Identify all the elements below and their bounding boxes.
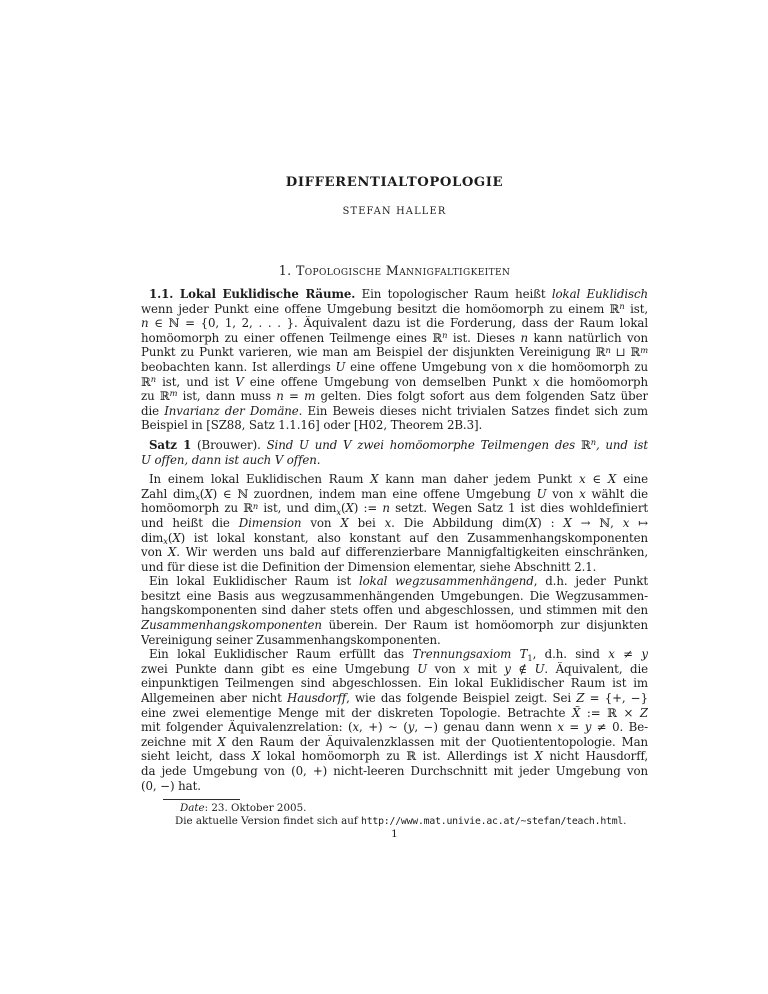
text-line: mit folgender Äquivalenzrelation: (x, +) ∼ (y, −) genau dann wenn x = y ≠ 0. Be- bbox=[141, 720, 648, 735]
text-line: besitzt eine Basis aus wegzusammenhängenden Umgebungen. Die Wegzusammen- bbox=[141, 588, 648, 603]
text-line: Punkt zu Punkt varieren, wie man am Beispiel der disjunkten Vereinigung ℝ$^n$ ⊔ ℝ$^m$ bbox=[141, 345, 648, 360]
text-line: homöomorph zu einer offenen Teilmenge eines ℝ$^n$ ist. Dieses n kann natürlich von bbox=[141, 330, 648, 345]
footnote-rule bbox=[163, 799, 240, 800]
text-line: ℝ$^n$ ist, und ist V eine offene Umgebung von demselben Punkt x die homöomorph bbox=[141, 374, 648, 389]
text-line: (0, −) hat. bbox=[141, 778, 201, 793]
text-line: zeichne mit X den Raum der Äquivalenzklassen mit der Quotiententopologie. Man bbox=[141, 734, 648, 749]
text-line: beobachten kann. Ist allerdings U eine offene Umgebung von x die homöomorph zu bbox=[141, 359, 648, 374]
theorem-block bbox=[141, 438, 648, 467]
text-line: und heißt die Dimension von X bei x. Die Abbildung dim(X) : X → ℕ, x ↦ bbox=[141, 515, 648, 530]
mono-url[interactable]: http://www.mat.univie.ac.at/~stefan/teach.html bbox=[361, 816, 624, 827]
footnote-date: Date: 23. Oktober 2005. bbox=[180, 802, 307, 814]
text-line: Vereinigung seiner Zusammenhangskomponenten. bbox=[141, 632, 441, 647]
body-text bbox=[141, 287, 648, 793]
text-line: da jede Umgebung von (0, +) nicht-leeren Durchschnitt mit jeder Umgebung von bbox=[141, 764, 648, 778]
text-line: wenn jeder Punkt eine offene Umgebung besitzt die homöomorph zu einem ℝ$^n$ ist, bbox=[141, 301, 648, 316]
paragraph bbox=[141, 287, 648, 433]
text-line: dim$_x$(X) ist lokal konstant, also konstant auf den Zusammenhangskomponenten bbox=[141, 530, 648, 546]
document-author: STEFAN HALLER bbox=[342, 206, 447, 217]
text-line: Allgemeinen aber nicht Hausdorff, wie das folgende Beispiel zeigt. Sei Z = {+, −} bbox=[141, 691, 648, 706]
text-line: homöomorph zu ℝ$^n$ ist, und dim$_x$(X) := n setzt. Wegen Satz 1 ist dies wohldefiniert bbox=[141, 501, 648, 516]
text-line: Satz 1 (Brouwer). Sind U und V zwei homöomorphe Teilmengen des ℝ$^n$, und ist bbox=[149, 437, 648, 452]
text-line: In einem lokal Euklidischen Raum X kann man daher jedem Punkt x ∈ X eine bbox=[149, 472, 648, 487]
text-line: Zusammenhangskomponenten überein. Der Raum ist homöomorph zur disjunkten bbox=[141, 618, 648, 633]
document-title: DIFFERENTIALTOPOLOGIE bbox=[285, 175, 504, 190]
text-line: Ein lokal Euklidischer Raum ist lokal wegzusammenhängend, d.h. jeder Punkt bbox=[149, 574, 648, 589]
page-number: 1 bbox=[391, 828, 398, 840]
text-line: eine zwei elementige Menge mit der diskreten Topologie. Betrachte X̃ := ℝ × Z bbox=[141, 705, 648, 720]
text-line: einpunktigen Teilmengen sind abgeschlossen. Ein lokal Euklidischer Raum ist im bbox=[141, 676, 648, 691]
text-line: die Invarianz der Domäne. Ein Beweis dieses nicht trivialen Satzes findet sich zum bbox=[141, 403, 648, 418]
text-line: zwei Punkte dann gibt es eine Umgebung U von x mit y ∉ U. Äquivalent, die bbox=[141, 661, 648, 676]
text-line: und für diese ist die Definition der Dimension elementar, siehe Abschnitt 2.1. bbox=[141, 559, 597, 574]
text-line: sieht leicht, dass X lokal homöomorph zu ℝ ist. Allerdings ist X nicht Hausdorff, bbox=[141, 749, 648, 764]
paragraph bbox=[141, 472, 648, 574]
paragraph bbox=[141, 647, 648, 793]
text-line: hangskomponenten sind daher stets offen und abgeschlossen, und stimmen mit den bbox=[141, 603, 648, 618]
text-line: U offen, dann ist auch V offen. bbox=[141, 452, 321, 467]
text-line: von X. Wir werden uns bald auf differenzierbare Mannigfaltigkeiten einschränken, bbox=[141, 545, 648, 560]
paragraph bbox=[141, 574, 648, 647]
footnote-version: Die aktuelle Version findet sich auf http://www.mat.univie.ac.at/~stefan/teach.html. bbox=[175, 815, 627, 827]
section-heading: 1. Topologische Mannigfaltigkeiten bbox=[278, 263, 511, 278]
text-line: zu ℝ$^m$ ist, dann muss n = m gelten. Dies folgt sofort aus dem folgenden Satz über bbox=[141, 389, 648, 404]
text-line: Beispiel in [SZ88, Satz 1.1.16] oder [H02, Theorem 2B.3]. bbox=[141, 418, 483, 433]
text-line: Ein lokal Euklidischer Raum erfüllt das Trennungsaxiom $T_1$, d.h. sind x ≠ y bbox=[149, 647, 648, 662]
text-line: Zahl dim$_x$(X) ∈ ℕ zuordnen, indem man eine offene Umgebung U von x wählt die bbox=[141, 486, 648, 502]
text-line: n ∈ ℕ = {0, 1, 2, . . . }. Äquivalent dazu ist die Forderung, dass der Raum lokal bbox=[141, 316, 648, 331]
text-line: 1.1. Lokal Euklidische Räume. Ein topologischer Raum heißt lokal Euklidisch bbox=[149, 287, 648, 301]
